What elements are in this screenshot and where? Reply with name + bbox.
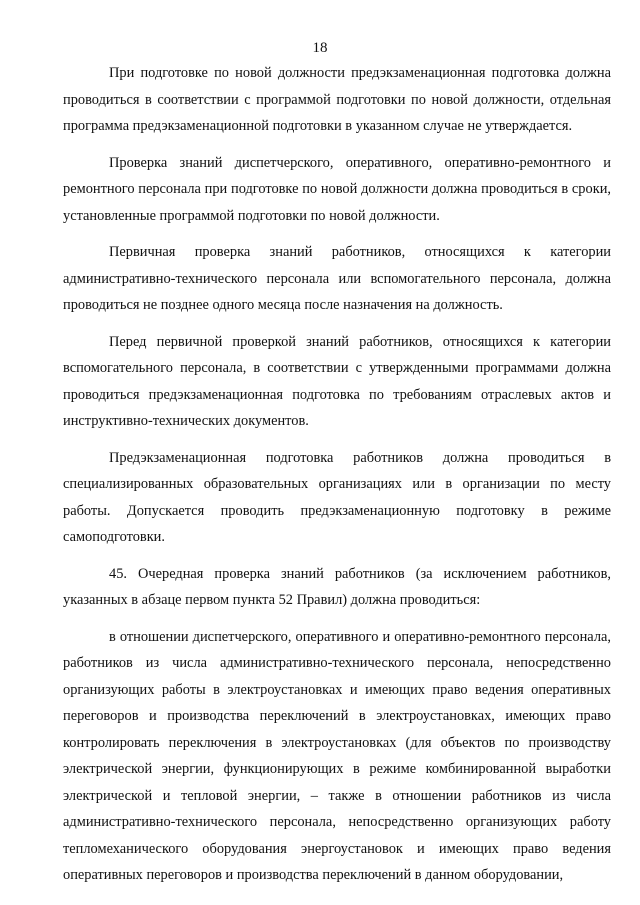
paragraph-item-45-subclause: в отношении диспетчерского, оперативного и оперативно-ремонтного персонала, работников из числа административно-технического персонала, непосредственно организующих работы в электроустановках и имеющих право ведения оперативных переговоров и производства переключений в электроустановках, имеющих право контролировать переключения в электроустановках (для объектов по производству электрической энергии, функционирующих в режиме комбинированной выработки электрической и тепловой энергии, – также в отношении работников из числа административно-технического персонала, непосредственно организующих работу тепломеханического оборудования энергоустановок и имеющих право ведения оперативных переговоров и производства переключений в данном оборудовании,: [63, 628, 611, 883]
paragraph-knowledge-check-new-position: Проверка знаний диспетчерского, оперативного, оперативно-ремонтного и ремонтного персонала при подготовке по новой должности должна проводиться в сроки, установленные программой подготовки по новой должности.: [63, 154, 611, 224]
document-body: [63, 60, 611, 899]
paragraph-auxiliary-staff-preparation: Перед первичной проверкой знаний работников, относящихся к категории вспомогательного персонала, в соответствии с утвержденными программами должна проводиться предэкзаменационная подготовка по требованиям отраслевых актов и инструктивно-технических документов.: [63, 333, 611, 429]
paragraph-item-45: 45. Очередная проверка знаний работников (за исключением работников, указанных в абзаце первом пункта 52 Правил) должна проводиться:: [63, 565, 611, 608]
paragraph-preparation-location: Предэкзаменационная подготовка работников должна проводиться в специализированных образовательных организациях или в организации по месту работы. Допускается проводить предэкзаменационную подготовку в режиме самоподготовки.: [63, 449, 611, 545]
paragraph-primary-check-deadline: Первичная проверка знаний работников, относящихся к категории административно-технического персонала или вспомогательного персонала, должна проводиться не позднее одного месяца после назначения на должность.: [63, 244, 611, 313]
page-number: 18: [312, 40, 328, 56]
paragraph-pre-exam-new-position: При подготовке по новой должности предэкзаменационная подготовка должна проводиться в соответствии с программой подготовки по новой должности, отдельная программа предэкзаменационной подготовки в указанном случае не утверждается.: [63, 65, 611, 134]
